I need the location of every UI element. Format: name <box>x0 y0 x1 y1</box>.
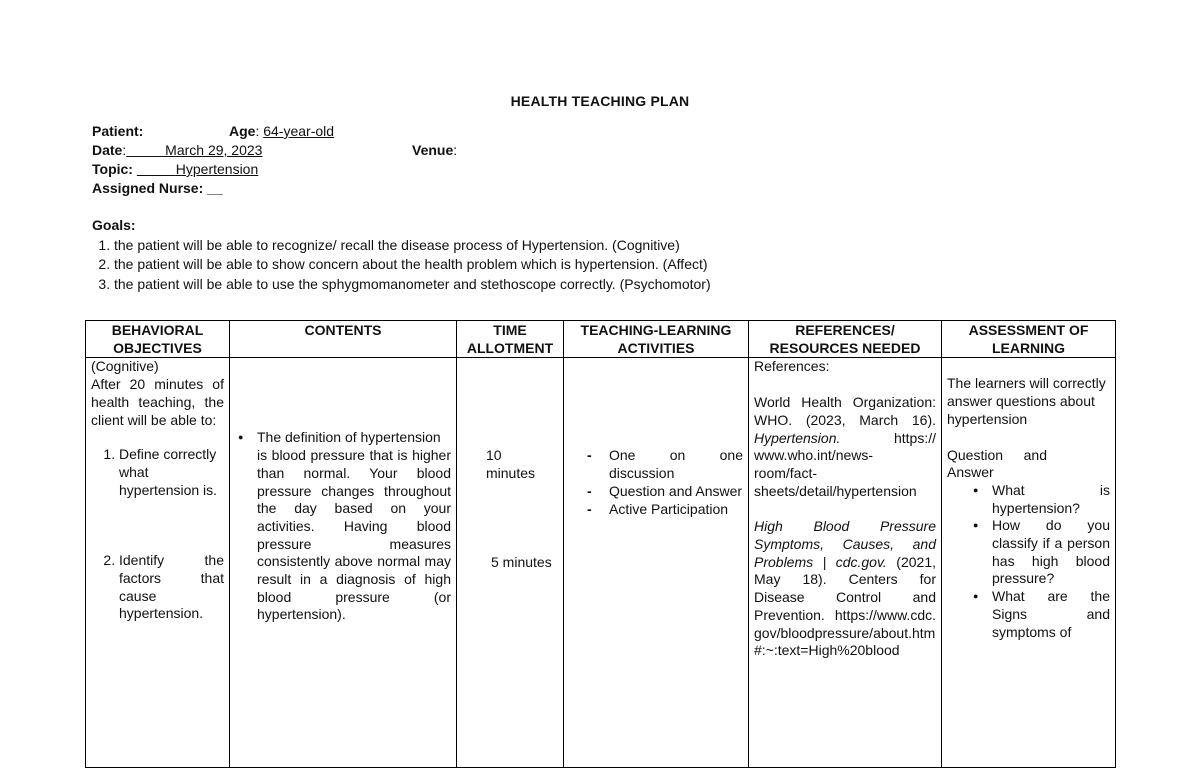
age-field: Age: 64-year-old <box>229 123 335 139</box>
objectives-list <box>91 446 224 623</box>
question-item: ● How do you classify if a person has high blood pressure? <box>992 517 1110 588</box>
nurse-row <box>92 179 223 198</box>
objective-item: 2. Identify the factors that cause hypertension. <box>119 552 224 623</box>
activities-list <box>569 447 743 518</box>
content-item-body: is blood pressure that is higher than normal. Your blood pressure changes throughout the day based on your activities. Having blood pressure measures consistently above normal may result in a diagnosis of high blood pressure (or hypertension). <box>257 447 451 623</box>
table-header-row <box>86 321 1116 358</box>
content-item <box>257 429 451 624</box>
time-second: 5 minutes <box>491 553 552 570</box>
age-value: 64-year-old <box>263 123 335 139</box>
reference-url: https:// www.who.int/news-room/fact-sheets/detail/hypertension <box>754 429 936 499</box>
topic-value-line <box>137 160 365 179</box>
assessment-cell <box>942 358 1116 768</box>
patient-row <box>92 122 335 141</box>
time-first: 10 minutes <box>486 447 536 482</box>
reference-item <box>754 394 936 500</box>
topic-value: Hypertension <box>175 161 259 177</box>
activity-item: - Question and Answer <box>609 483 743 501</box>
objectives-intro: After 20 minutes of health teaching, the client will be able to: <box>91 376 224 428</box>
goal-item: 3. the patient will be able to use the sphygmomanometer and stethoscope correctly. (Psychomotor) <box>114 275 711 295</box>
assessment-method: Question and Answer <box>947 446 1047 481</box>
header-references: REFERENCES/ RESOURCES NEEDED <box>749 321 942 358</box>
activity-item: - One on one discussion <box>609 447 743 482</box>
question-item: ● What is hypertension? <box>992 482 1110 517</box>
goals-list <box>92 236 711 295</box>
objective-item: 1. Define correctly what hypertension is. <box>119 446 224 499</box>
activity-item: - Active Participation <box>609 501 743 519</box>
date-row: Date: March 29, 2023 Venue: <box>92 142 458 158</box>
references-cell <box>749 358 942 768</box>
reference-title: High Blood Pressure Symptoms, Causes, and Problems | cdc.gov. <box>754 518 936 570</box>
activities-cell <box>564 358 749 768</box>
assessment-questions <box>947 482 1110 641</box>
reference-title: Hypertension. <box>754 429 841 446</box>
nurse-value: __ <box>207 180 223 196</box>
goal-item: 1. the patient will be able to recognize/ recall the disease process of Hypertension. (Cognitive) <box>114 236 711 256</box>
header-activities: TEACHING-LEARNING ACTIVITIES <box>564 321 749 358</box>
question-item: ● What are the Signs and symptoms of <box>992 588 1110 641</box>
contents-cell <box>230 358 457 768</box>
date-value: March 29, 2023 <box>165 142 263 158</box>
header-assessment: ASSESSMENT OF LEARNING <box>942 321 1116 358</box>
reference-text: World Health Organization: WHO. (2023, March 16). <box>754 394 936 428</box>
date-value-line <box>126 141 366 160</box>
teaching-plan-table <box>85 320 1116 768</box>
age-label: Age <box>229 123 256 139</box>
time-cell <box>457 358 564 768</box>
references-label: References: <box>754 358 830 375</box>
objectives-cell <box>86 358 230 768</box>
date-label: Date <box>92 142 123 158</box>
contents-list <box>235 429 451 624</box>
header-contents: CONTENTS <box>230 321 457 358</box>
patient-label: Patient: <box>92 123 144 139</box>
page-title: HEALTH TEACHING PLAN <box>510 93 690 109</box>
objectives-domain: (Cognitive) <box>91 358 159 375</box>
header-time: TIME ALLOTMENT <box>457 321 564 358</box>
assessment-intro: The learners will correctly answer questions about hypertension <box>947 375 1106 427</box>
content-item-title: The definition of hypertension <box>257 429 441 446</box>
topic-label: Topic: <box>92 161 133 177</box>
nurse-label: Assigned Nurse: <box>92 180 204 196</box>
goals-label: Goals: <box>92 217 136 233</box>
goals-section <box>92 216 711 294</box>
reference-text: (2021, May 18). Centers for Disease Control and Prevention. <box>754 553 936 623</box>
topic-row <box>92 160 365 179</box>
reference-item <box>754 518 936 660</box>
goal-item: 2. the patient will be able to show concern about the health problem which is hypertension. (Affect) <box>114 255 711 275</box>
venue-field: Venue: <box>412 142 458 158</box>
venue-label: Venue <box>412 142 454 158</box>
table-row <box>86 358 1116 768</box>
reference-url: https://www.cdc.gov/bloodpressure/about.htm#:~:text=High%20blood <box>754 606 936 659</box>
header-objectives: BEHAVIORAL OBJECTIVES <box>86 321 230 358</box>
